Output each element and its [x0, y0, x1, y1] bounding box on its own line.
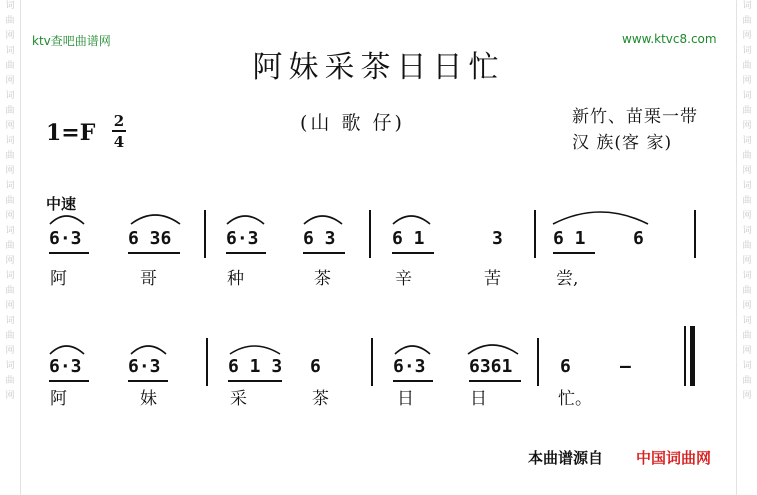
edge-watermark-char: 词 — [5, 91, 15, 101]
note-group: 6 3 — [303, 228, 336, 249]
edge-watermark-char: 网 — [5, 211, 15, 221]
lyric: 日 — [397, 389, 414, 409]
final-bar-thick — [690, 326, 695, 386]
edge-watermark-char: 曲 — [742, 331, 752, 341]
edge-watermark-char: 曲 — [742, 376, 752, 386]
edge-watermark-char: 词 — [742, 181, 752, 191]
edge-watermark-char: 词 — [742, 136, 752, 146]
note-group: 6·3 — [49, 228, 82, 249]
lyric: 阿 — [50, 269, 67, 289]
edge-watermark-char: 词 — [5, 136, 15, 146]
note-group: 6·3 — [393, 356, 426, 377]
edge-watermark-char: 曲 — [742, 106, 752, 116]
note-group: – — [620, 356, 631, 377]
bar-line — [371, 338, 373, 386]
underline-beam — [226, 252, 266, 254]
note-group: 6·3 — [226, 228, 259, 249]
underline-beam — [392, 252, 434, 254]
edge-watermark-char: 网 — [5, 256, 15, 266]
edge-watermark-char: 网 — [742, 346, 752, 356]
edge-watermark-char: 网 — [5, 166, 15, 176]
edge-watermark-char: 网 — [5, 346, 15, 356]
underline-beam — [49, 252, 89, 254]
bar-line — [694, 210, 696, 258]
song-subtitle: (山 歌 仔) — [300, 112, 405, 134]
edge-watermark-char: 网 — [5, 301, 15, 311]
edge-watermark-char: 词 — [742, 361, 752, 371]
bar-line — [369, 210, 371, 258]
edge-watermark-char: 网 — [5, 31, 15, 41]
slur — [304, 216, 342, 224]
bar-line — [534, 210, 536, 258]
edge-watermark-char: 曲 — [5, 61, 15, 71]
edge-watermark-char: 网 — [5, 76, 15, 86]
note-group: 6 1 — [553, 228, 586, 249]
edge-watermark-char: 曲 — [5, 286, 15, 296]
edge-watermark-char: 词 — [742, 316, 752, 326]
edge-watermark-char: 曲 — [5, 376, 15, 386]
watermark-right: www.ktvc8.com — [622, 32, 717, 46]
edge-watermark-char: 曲 — [5, 106, 15, 116]
underline-beam — [228, 380, 282, 382]
edge-watermark-char: 曲 — [5, 151, 15, 161]
edge-watermark-char: 曲 — [742, 151, 752, 161]
meter-top: 2 — [113, 112, 125, 130]
lyric: 茶 — [312, 389, 329, 409]
slur — [468, 345, 518, 354]
bar-line — [537, 338, 539, 386]
edge-watermark-char: 曲 — [5, 16, 15, 26]
edge-watermark-char: 网 — [5, 121, 15, 131]
edge-watermark-char: 曲 — [5, 196, 15, 206]
edge-watermark-char: 曲 — [5, 241, 15, 251]
edge-watermark-char: 词 — [5, 316, 15, 326]
lyric: 苦 — [484, 269, 501, 289]
note-group: 6 — [310, 356, 321, 377]
note-group: 6 — [633, 228, 644, 249]
bar-line — [206, 338, 208, 386]
lyric: 尝, — [556, 269, 579, 289]
note-group: 6·3 — [49, 356, 82, 377]
lyric: 采 — [230, 389, 247, 409]
edge-watermark-char: 词 — [742, 226, 752, 236]
underline-beam — [128, 380, 168, 382]
origin-region: 新竹、苗栗一带 — [572, 107, 698, 127]
edge-watermark-char: 词 — [5, 46, 15, 56]
watermark-left: ktv查吧曲谱网 — [32, 34, 111, 48]
edge-watermark-char: 曲 — [742, 286, 752, 296]
edge-watermark-char: 网 — [742, 76, 752, 86]
lyric: 妹 — [140, 389, 157, 409]
slur — [131, 215, 180, 224]
origin-ethnicity: 汉 族(客 家) — [572, 133, 673, 153]
final-bar-thin — [684, 326, 686, 386]
tempo-marking: 中速 — [46, 195, 77, 213]
note-group: 6 1 — [392, 228, 425, 249]
lyric: 阿 — [50, 389, 67, 409]
slur — [395, 346, 430, 354]
edge-watermark-char: 词 — [5, 226, 15, 236]
underline-beam — [49, 380, 89, 382]
edge-watermark-char: 词 — [5, 181, 15, 191]
edge-watermark-char: 曲 — [742, 196, 752, 206]
meter-bottom: 4 — [113, 133, 125, 151]
lyric: 日 — [470, 389, 487, 409]
slur — [230, 346, 280, 354]
slur — [50, 216, 84, 224]
slur — [393, 216, 430, 224]
edge-watermark-char: 词 — [5, 1, 15, 11]
note-group: 6 — [560, 356, 571, 377]
song-title: 阿妹采茶日日忙 — [252, 50, 505, 85]
edge-watermark-char: 网 — [742, 211, 752, 221]
footer-site-link[interactable]: 中国词曲网 — [636, 449, 712, 467]
slur — [227, 216, 264, 224]
lyric: 种 — [227, 269, 244, 289]
edge-watermark-char: 词 — [742, 91, 752, 101]
edge-watermark-char: 网 — [742, 166, 752, 176]
key-signature: 1=F — [46, 120, 96, 146]
edge-watermark-char: 网 — [742, 121, 752, 131]
lyric: 哥 — [140, 269, 157, 289]
bar-line — [204, 210, 206, 258]
edge-watermark-char: 词 — [742, 46, 752, 56]
edge-watermark-char: 网 — [742, 301, 752, 311]
edge-watermark-char: 网 — [5, 391, 15, 401]
note-group: 6·3 — [128, 356, 161, 377]
lyric: 茶 — [314, 269, 331, 289]
slur — [50, 346, 84, 354]
note-group: 6 1 3 — [228, 356, 283, 377]
lyric: 辛 — [395, 269, 412, 289]
edge-watermark-char: 网 — [742, 391, 752, 401]
edge-watermark-char: 词 — [5, 271, 15, 281]
slur — [131, 346, 166, 354]
footer-source-label: 本曲谱源自 — [528, 449, 604, 467]
note-group: 6 36 — [128, 228, 172, 249]
edge-watermark-char: 曲 — [742, 241, 752, 251]
edge-watermark-char: 曲 — [742, 61, 752, 71]
note-group: 3 — [492, 228, 503, 249]
edge-watermark-char: 词 — [742, 1, 752, 11]
underline-beam — [303, 252, 345, 254]
slur — [553, 212, 648, 224]
underline-beam — [553, 252, 595, 254]
edge-watermark-char: 词 — [5, 361, 15, 371]
edge-watermark-char: 曲 — [5, 331, 15, 341]
edge-watermark-char: 网 — [742, 31, 752, 41]
edge-watermark-char: 词 — [742, 271, 752, 281]
underline-beam — [393, 380, 433, 382]
underline-beam — [469, 380, 521, 382]
note-group: 6361 — [469, 356, 513, 377]
lyric: 忙。 — [558, 389, 592, 409]
edge-watermark-char: 曲 — [742, 16, 752, 26]
underline-beam — [128, 252, 180, 254]
edge-watermark-char: 网 — [742, 256, 752, 266]
